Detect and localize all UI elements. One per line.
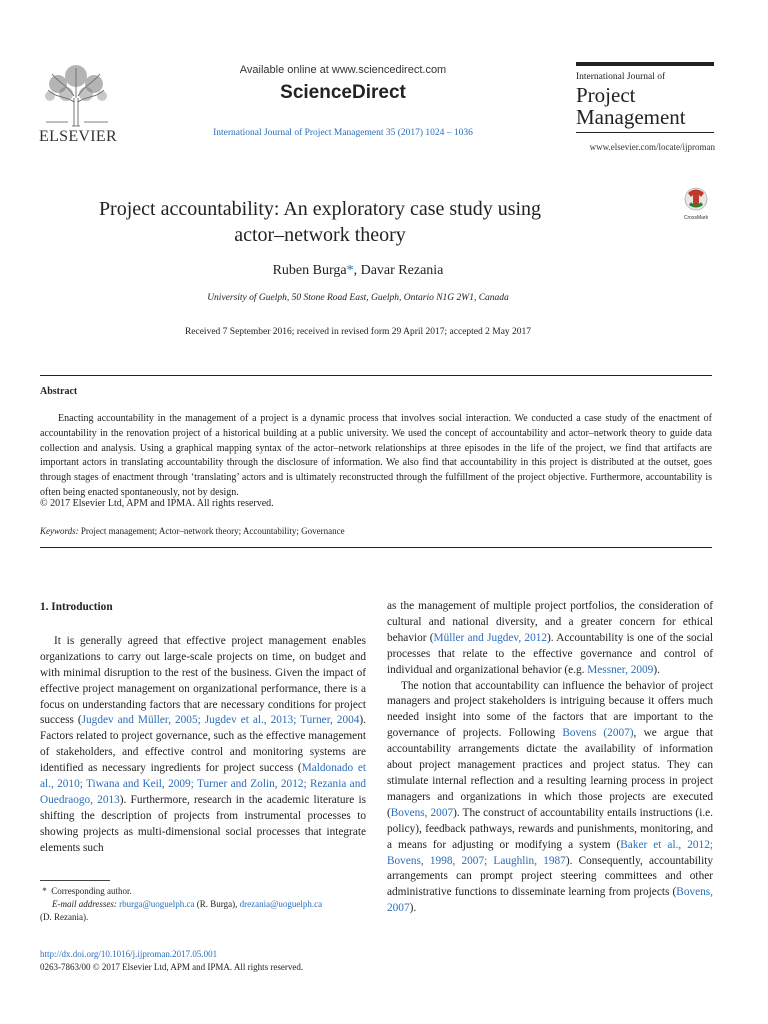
- email-link-rezania[interactable]: drezania@uoguelph.ca: [239, 899, 323, 909]
- footnote-mark: *: [42, 886, 47, 896]
- citation-link[interactable]: Bovens, 2007: [387, 886, 713, 915]
- masthead-rule: [576, 62, 714, 66]
- text-span: ). Accountability is one of the social processes that relate to the effective governance and control of individual and organizational behavior (e.g.: [387, 631, 713, 676]
- received-dates: Received 7 September 2016; received in revised form 29 April 2017; accepted 2 May 2017: [184, 327, 532, 337]
- masthead-word-management: Management: [576, 105, 686, 129]
- text-span: It is generally agreed that effective project management enables organizations to carry out large-scale projects on time, on budget and with minimal disruption to the rest of the business. Given the impact of effective project management on organizational performance, there is a focus on understanding factors that are necessary conditions for project success (: [40, 634, 366, 727]
- footnote-rule: [40, 880, 110, 881]
- email-owner: (R. Burga),: [196, 899, 238, 909]
- email-owner-rezania: (D. Rezania).: [40, 912, 89, 922]
- journal-citation-link[interactable]: International Journal of Project Management 35 (2017) 1024 – 1036: [213, 128, 473, 138]
- footer: [40, 948, 303, 974]
- text-span: ).: [409, 902, 417, 915]
- author-separator: ,: [353, 263, 361, 278]
- title-line-1: Project accountability: An exploratory case study using: [98, 198, 542, 220]
- elsevier-tree-logo: [38, 62, 114, 128]
- journal-url-link[interactable]: www.elsevier.com/locate/ijproman: [589, 142, 715, 152]
- abstract-text: Enacting accountability in the management of a project is a dynamic process that involves social interaction. We conducted a case study of the enactment of accountability in the renovation project of a historical building at a public university. We used the concept of accountability and actor–network theory to guide data collection and analysis. Using a graphical mapping syntax of the actor–network relationships at three episodes in the life of the project, we find that artifacts are important actors in translating accountability through the disclosure of information. We also find that accountability in this project is distributed at the outset, goes through stages of enactment through ‘translating’ actors and is ultimately reconstructed through the fulfillment of the project objective. Furthermore, accountability is often being enacted spontaneously, not by design.: [40, 413, 712, 498]
- text-span: The notion that accountability can influence the behavior of project managers and project stakeholders is intriguing because it offers much needed insight into some of the factors that are important to the governance of projects. Following: [387, 679, 713, 740]
- issn-copyright: 0263-7863/00 © 2017 Elsevier Ltd, APM and IPMA. All rights reserved.: [40, 962, 304, 972]
- journal-masthead: [576, 62, 714, 133]
- title-line-2: actor–network theory: [234, 224, 406, 246]
- author-burga: Ruben Burga: [272, 263, 347, 278]
- intro-paragraph-2: [387, 679, 713, 918]
- intro-paragraph-1-cont: [387, 599, 713, 679]
- citation-link[interactable]: Maldonado et al., 2010; Tiwana and Keil, 2009; Turner and Zolin, 2012; Rezania and Ouedraogo, 2013: [40, 762, 366, 806]
- text-span: ). Factors related to project governance, such as the effective management of stakeholders, and effective control and monitoring systems are identified as necessary ingredients for project success (: [40, 714, 366, 775]
- text-span: ). Consequently, accountability arrangements can prompt project steering committees and other administrative functions to disseminate learning from projects (: [387, 854, 713, 899]
- affiliation: University of Guelph, 50 Stone Road East, Guelph, Ontario N1G 2W1, Canada: [207, 293, 509, 303]
- article-title: [40, 196, 600, 248]
- available-online-text: Available online at www.sciencedirect.com: [239, 64, 447, 76]
- keywords-label: Keywords:: [40, 526, 79, 536]
- abstract-bottom-rule: [40, 547, 712, 548]
- body-left-column: [40, 600, 366, 857]
- text-span: , we argue that accountability arrangements dictate the availability of information about project management practices and project status. They can stimulate internal reflection and a resulting learning process in project managers and organizations in which those projects are executed (: [387, 727, 713, 819]
- keywords: [40, 526, 345, 536]
- email-note: [40, 898, 370, 911]
- email-label: E-mail addresses:: [52, 899, 117, 909]
- masthead-small-title: International Journal of: [576, 72, 666, 82]
- elsevier-wordmark: ELSEVIER: [39, 128, 117, 145]
- citation-link[interactable]: Messner, 2009: [587, 663, 654, 676]
- masthead-big-title: [576, 84, 714, 128]
- footnote: [40, 885, 370, 924]
- text-span: ). Furthermore, research in the academic literature is shifting the description of projects from instrumental processes to showing projects as multi-dimensional social processes that integrate elements such: [40, 793, 366, 854]
- intro-paragraph-1: [40, 634, 366, 857]
- masthead-word-project: Project: [576, 83, 636, 107]
- sciencedirect-logo: ScienceDirect: [280, 82, 406, 103]
- citation-link[interactable]: Bovens (2007): [562, 727, 634, 740]
- abstract-copyright: © 2017 Elsevier Ltd, APM and IPMA. All rights reserved.: [40, 498, 274, 509]
- email-link-burga[interactable]: rburga@uoguelph.ca: [119, 899, 195, 909]
- abstract-top-rule: [40, 375, 712, 376]
- text-span: as the management of multiple project portfolios, the consideration of cultural and national diversity, and a greater concern for ethical behavior (: [387, 600, 713, 644]
- doi-link[interactable]: http://dx.doi.org/10.1016/j.ijproman.2017.05.001: [40, 949, 218, 959]
- masthead-rule-bottom: [576, 132, 714, 133]
- corresponding-author-note: [40, 885, 370, 898]
- corresponding-author-mark[interactable]: *: [346, 263, 354, 278]
- author-rezania: Davar Rezania: [360, 263, 444, 278]
- citation-link[interactable]: Baker et al., 2012; Bovens, 1998, 2007; Laughlin, 1987: [387, 838, 713, 867]
- citation-link[interactable]: Müller and Jugdev, 2012: [433, 631, 548, 644]
- author-list: [40, 263, 676, 279]
- body-right-column: [387, 599, 713, 917]
- text-span: ).: [653, 663, 660, 676]
- abstract-heading: Abstract: [40, 386, 78, 397]
- text-span: ). The construct of accountability entails instructions (i.e. policy), feedback pathways, rewards and punishments, monitoring, and a means for adjusting or modifying a system (: [387, 806, 713, 851]
- crossmark-icon[interactable]: [683, 187, 709, 223]
- crossmark-label: CrossMark: [683, 215, 709, 221]
- section-heading: 1. Introduction: [40, 601, 113, 613]
- citation-link[interactable]: Bovens, 2007: [390, 806, 454, 819]
- corresponding-text: Corresponding author.: [51, 886, 132, 896]
- citation-link[interactable]: Jugdev and Müller, 2005; Jugdev et al., 2013; Turner, 2004: [81, 714, 360, 727]
- keywords-list: Project management; Actor–network theory; Accountability; Governance: [80, 526, 345, 536]
